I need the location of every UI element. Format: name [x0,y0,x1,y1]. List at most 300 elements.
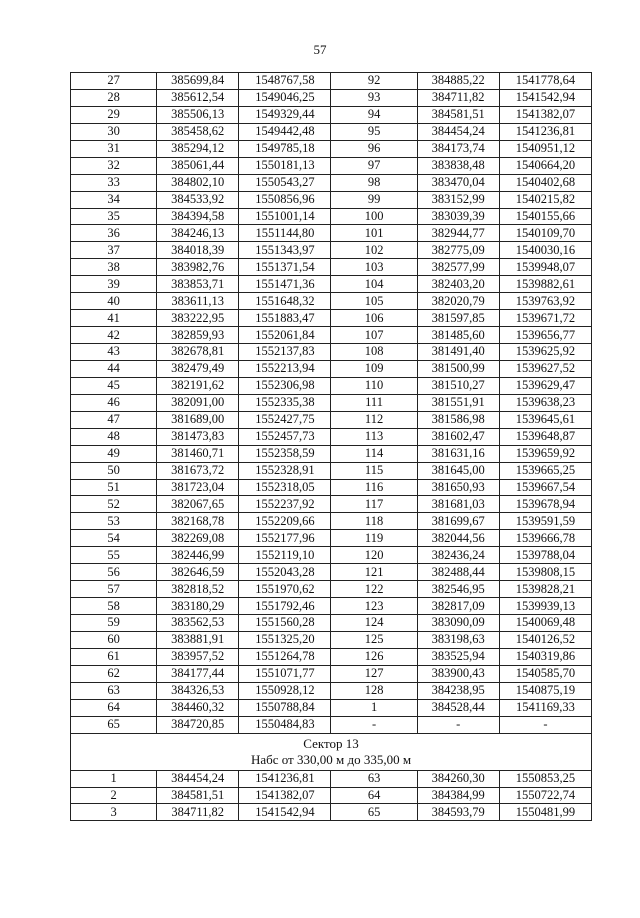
x-coordinate-cell: 383900,43 [417,665,499,682]
table-row [71,259,592,276]
y-coordinate-cell: 1551325,20 [239,631,331,648]
x-coordinate-cell: 382488,44 [417,564,499,581]
x-coordinate-cell: 382646,59 [157,564,239,581]
x-coordinate-cell: 384246,13 [157,225,239,242]
y-coordinate-cell: 1539671,72 [499,310,591,327]
point-number-cell: 115 [331,462,417,479]
point-number-cell: 102 [331,242,417,259]
y-coordinate-cell: 1551970,62 [239,581,331,598]
y-coordinate-cell: 1552335,38 [239,394,331,411]
y-coordinate-cell: 1539666,78 [499,530,591,547]
y-coordinate-cell: 1539659,92 [499,445,591,462]
table-row [71,191,592,208]
table-row [71,344,592,361]
table-row [71,564,592,581]
x-coordinate-cell: 385699,84 [157,73,239,90]
y-coordinate-cell: 1550181,13 [239,157,331,174]
y-coordinate-cell: 1541236,81 [239,770,331,787]
y-coordinate-cell: 1539808,15 [499,564,591,581]
point-number-cell: 112 [331,411,417,428]
x-coordinate-cell: 382775,09 [417,242,499,259]
y-coordinate-cell: 1539882,61 [499,276,591,293]
y-coordinate-cell: - [499,716,591,733]
sector-header-cell [71,733,592,770]
x-coordinate-cell: 382479,49 [157,360,239,377]
x-coordinate-cell: 382818,52 [157,581,239,598]
point-number-cell: 97 [331,157,417,174]
y-coordinate-cell: 1539591,59 [499,513,591,530]
y-coordinate-cell: 1539638,23 [499,394,591,411]
point-number-cell: 107 [331,327,417,344]
x-coordinate-cell: 383982,76 [157,259,239,276]
x-coordinate-cell: 384711,82 [417,89,499,106]
x-coordinate-cell: 384593,79 [417,804,499,821]
point-number-cell: 116 [331,479,417,496]
y-coordinate-cell: 1551883,47 [239,310,331,327]
x-coordinate-cell: 381485,60 [417,327,499,344]
point-number-cell: 101 [331,225,417,242]
y-coordinate-cell: 1552213,94 [239,360,331,377]
y-coordinate-cell: 1539678,94 [499,496,591,513]
y-coordinate-cell: 1551071,77 [239,665,331,682]
y-coordinate-cell: 1550722,74 [499,787,591,804]
sector-subtitle: Набс от 330,00 м до 335,00 м [250,751,412,767]
x-coordinate-cell: 385612,54 [157,89,239,106]
y-coordinate-cell: 1552177,96 [239,530,331,547]
x-coordinate-cell: 384454,24 [157,770,239,787]
y-coordinate-cell: 1539648,87 [499,428,591,445]
y-coordinate-cell: 1539656,77 [499,327,591,344]
y-coordinate-cell: 1540664,20 [499,157,591,174]
point-number-cell: 118 [331,513,417,530]
point-number-cell: 53 [71,513,157,530]
x-coordinate-cell: 382044,56 [417,530,499,547]
y-coordinate-cell: 1552237,92 [239,496,331,513]
x-coordinate-cell: 382859,93 [157,327,239,344]
x-coordinate-cell: 384177,44 [157,665,239,682]
y-coordinate-cell: 1539763,92 [499,293,591,310]
point-number-cell: 64 [71,699,157,716]
table-row [71,682,592,699]
point-number-cell: 126 [331,648,417,665]
y-coordinate-cell: 1539645,61 [499,411,591,428]
y-coordinate-cell: 1551471,36 [239,276,331,293]
x-coordinate-cell: 383881,91 [157,631,239,648]
point-number-cell: 56 [71,564,157,581]
x-coordinate-cell: 383090,09 [417,615,499,632]
x-coordinate-cell: 382191,62 [157,377,239,394]
y-coordinate-cell: 1539828,21 [499,581,591,598]
x-coordinate-cell: 381602,47 [417,428,499,445]
y-coordinate-cell: 1552457,73 [239,428,331,445]
x-coordinate-cell: 383838,48 [417,157,499,174]
table-row [71,140,592,157]
coordinates-rows-bottom [71,770,592,821]
y-coordinate-cell: 1539627,52 [499,360,591,377]
y-coordinate-cell: 1540215,82 [499,191,591,208]
point-number-cell: 37 [71,242,157,259]
y-coordinate-cell: 1539788,04 [499,547,591,564]
x-coordinate-cell: 383525,94 [417,648,499,665]
table-row [71,208,592,225]
point-number-cell: 120 [331,547,417,564]
point-number-cell: 117 [331,496,417,513]
point-number-cell: 63 [331,770,417,787]
point-number-cell: 127 [331,665,417,682]
x-coordinate-cell: 382020,79 [417,293,499,310]
x-coordinate-cell: 381460,71 [157,445,239,462]
table-row [71,225,592,242]
y-coordinate-cell: 1540109,70 [499,225,591,242]
y-coordinate-cell: 1549329,44 [239,106,331,123]
point-number-cell: 30 [71,123,157,140]
x-coordinate-cell: 385458,62 [157,123,239,140]
x-coordinate-cell: 384326,53 [157,682,239,699]
point-number-cell: 63 [71,682,157,699]
point-number-cell: 33 [71,174,157,191]
x-coordinate-cell: 381551,91 [417,394,499,411]
y-coordinate-cell: 1552119,10 [239,547,331,564]
table-row [71,648,592,665]
table-row [71,479,592,496]
y-coordinate-cell: 1551144,80 [239,225,331,242]
x-coordinate-cell: 383470,04 [417,174,499,191]
x-coordinate-cell: 381673,72 [157,462,239,479]
point-number-cell: 46 [71,394,157,411]
x-coordinate-cell: 384711,82 [157,804,239,821]
x-coordinate-cell: - [417,716,499,733]
point-number-cell: 44 [71,360,157,377]
point-number-cell: 39 [71,276,157,293]
point-number-cell: 65 [331,804,417,821]
x-coordinate-cell: 381631,16 [417,445,499,462]
point-number-cell: 43 [71,344,157,361]
x-coordinate-cell: 381586,98 [417,411,499,428]
x-coordinate-cell: 382446,99 [157,547,239,564]
y-coordinate-cell: 1541382,07 [239,787,331,804]
y-coordinate-cell: 1540319,86 [499,648,591,665]
y-coordinate-cell: 1541542,94 [239,804,331,821]
x-coordinate-cell: 381473,83 [157,428,239,445]
point-number-cell: 64 [331,787,417,804]
y-coordinate-cell: 1550856,96 [239,191,331,208]
x-coordinate-cell: 382817,09 [417,598,499,615]
x-coordinate-cell: 381500,99 [417,360,499,377]
y-coordinate-cell: 1550928,12 [239,682,331,699]
table-row [71,547,592,564]
y-coordinate-cell: 1551343,97 [239,242,331,259]
y-coordinate-cell: 1540155,66 [499,208,591,225]
point-number-cell: 60 [71,631,157,648]
y-coordinate-cell: 1552328,91 [239,462,331,479]
y-coordinate-cell: 1539667,54 [499,479,591,496]
y-coordinate-cell: 1550481,99 [499,804,591,821]
table-row [71,394,592,411]
table-row [71,615,592,632]
x-coordinate-cell: 382546,95 [417,581,499,598]
point-number-cell: 27 [71,73,157,90]
point-number-cell: 34 [71,191,157,208]
y-coordinate-cell: 1539948,07 [499,259,591,276]
point-number-cell: 125 [331,631,417,648]
table-row [71,428,592,445]
x-coordinate-cell: 382067,65 [157,496,239,513]
y-coordinate-cell: 1552137,83 [239,344,331,361]
y-coordinate-cell: 1539629,47 [499,377,591,394]
y-coordinate-cell: 1550484,83 [239,716,331,733]
point-number-cell: 94 [331,106,417,123]
table-row [71,327,592,344]
x-coordinate-cell: 384720,85 [157,716,239,733]
point-number-cell: 114 [331,445,417,462]
point-number-cell: 52 [71,496,157,513]
point-number-cell: 41 [71,310,157,327]
y-coordinate-cell: 1552061,84 [239,327,331,344]
y-coordinate-cell: 1551648,32 [239,293,331,310]
x-coordinate-cell: 384802,10 [157,174,239,191]
point-number-cell: 58 [71,598,157,615]
x-coordinate-cell: 383957,52 [157,648,239,665]
table-row [71,496,592,513]
point-number-cell: 65 [71,716,157,733]
y-coordinate-cell: 1552427,75 [239,411,331,428]
x-coordinate-cell: 381510,27 [417,377,499,394]
point-number-cell: 59 [71,615,157,632]
point-number-cell: 55 [71,547,157,564]
x-coordinate-cell: 384260,30 [417,770,499,787]
x-coordinate-cell: 384885,22 [417,73,499,90]
y-coordinate-cell: 1540951,12 [499,140,591,157]
y-coordinate-cell: 1541169,33 [499,699,591,716]
y-coordinate-cell: 1550853,25 [499,770,591,787]
x-coordinate-cell: 381699,67 [417,513,499,530]
point-number-cell: 100 [331,208,417,225]
point-number-cell: 42 [71,327,157,344]
point-number-cell: 123 [331,598,417,615]
y-coordinate-cell: 1539665,25 [499,462,591,479]
point-number-cell: 105 [331,293,417,310]
x-coordinate-cell: 383562,53 [157,615,239,632]
x-coordinate-cell: 383198,63 [417,631,499,648]
x-coordinate-cell: 382403,20 [417,276,499,293]
x-coordinate-cell: 383853,71 [157,276,239,293]
x-coordinate-cell: 383152,99 [417,191,499,208]
x-coordinate-cell: 384581,51 [157,787,239,804]
table-row [71,293,592,310]
x-coordinate-cell: 383222,95 [157,310,239,327]
y-coordinate-cell: 1552306,98 [239,377,331,394]
y-coordinate-cell: 1549785,18 [239,140,331,157]
point-number-cell: 29 [71,106,157,123]
point-number-cell: 113 [331,428,417,445]
x-coordinate-cell: 383039,39 [417,208,499,225]
table-row [71,106,592,123]
point-number-cell: 40 [71,293,157,310]
x-coordinate-cell: 381650,93 [417,479,499,496]
x-coordinate-cell: 385506,13 [157,106,239,123]
table-row [71,513,592,530]
table-row [71,242,592,259]
x-coordinate-cell: 384460,32 [157,699,239,716]
coordinates-table [70,72,592,821]
point-number-cell: 104 [331,276,417,293]
sector-header-row [71,733,592,770]
point-number-cell: 95 [331,123,417,140]
point-number-cell: 2 [71,787,157,804]
point-number-cell: 124 [331,615,417,632]
x-coordinate-cell: 382577,99 [417,259,499,276]
point-number-cell: 1 [331,699,417,716]
y-coordinate-cell: 1549442,48 [239,123,331,140]
x-coordinate-cell: 384384,99 [417,787,499,804]
table-row [71,157,592,174]
point-number-cell: 31 [71,140,157,157]
y-coordinate-cell: 1540875,19 [499,682,591,699]
table-row [71,73,592,90]
x-coordinate-cell: 381681,03 [417,496,499,513]
table-row [71,462,592,479]
sector-header [71,733,592,770]
y-coordinate-cell: 1551001,14 [239,208,331,225]
point-number-cell: 3 [71,804,157,821]
x-coordinate-cell: 383611,13 [157,293,239,310]
y-coordinate-cell: 1552318,05 [239,479,331,496]
table-row [71,530,592,547]
table-row [71,598,592,615]
table-row [71,411,592,428]
point-number-cell: 48 [71,428,157,445]
point-number-cell: 99 [331,191,417,208]
coordinates-rows-top [71,73,592,734]
x-coordinate-cell: 384018,39 [157,242,239,259]
x-coordinate-cell: 381491,40 [417,344,499,361]
x-coordinate-cell: 382091,00 [157,394,239,411]
y-coordinate-cell: 1541236,81 [499,123,591,140]
table-row [71,770,592,787]
y-coordinate-cell: 1552043,28 [239,564,331,581]
x-coordinate-cell: 381689,00 [157,411,239,428]
x-coordinate-cell: 381597,85 [417,310,499,327]
point-number-cell: 96 [331,140,417,157]
page-number: 57 [313,42,327,57]
point-number-cell: 122 [331,581,417,598]
table-row [71,665,592,682]
table-row [71,377,592,394]
y-coordinate-cell: 1551792,46 [239,598,331,615]
point-number-cell: 57 [71,581,157,598]
table-row [71,276,592,293]
x-coordinate-cell: 382678,81 [157,344,239,361]
y-coordinate-cell: 1552358,59 [239,445,331,462]
point-number-cell: 61 [71,648,157,665]
y-coordinate-cell: 1540069,48 [499,615,591,632]
table-row [71,174,592,191]
y-coordinate-cell: 1541542,94 [499,89,591,106]
point-number-cell: 92 [331,73,417,90]
table-row [71,787,592,804]
y-coordinate-cell: 1539625,92 [499,344,591,361]
x-coordinate-cell: 381645,00 [417,462,499,479]
point-number-cell: 128 [331,682,417,699]
x-coordinate-cell: 383180,29 [157,598,239,615]
point-number-cell: 49 [71,445,157,462]
point-number-cell: 38 [71,259,157,276]
sector-title: Сектор 13 [303,735,359,751]
point-number-cell: 51 [71,479,157,496]
y-coordinate-cell: 1551264,78 [239,648,331,665]
x-coordinate-cell: 384454,24 [417,123,499,140]
point-number-cell: 119 [331,530,417,547]
point-number-cell: 36 [71,225,157,242]
y-coordinate-cell: 1540126,52 [499,631,591,648]
x-coordinate-cell: 384528,44 [417,699,499,716]
point-number-cell: 98 [331,174,417,191]
y-coordinate-cell: 1551371,54 [239,259,331,276]
point-number-cell: 111 [331,394,417,411]
point-number-cell: 106 [331,310,417,327]
y-coordinate-cell: 1540402,68 [499,174,591,191]
point-number-cell: 35 [71,208,157,225]
point-number-cell: - [331,716,417,733]
point-number-cell: 103 [331,259,417,276]
table-row [71,360,592,377]
table-row [71,89,592,106]
x-coordinate-cell: 385294,12 [157,140,239,157]
table-row [71,804,592,821]
point-number-cell: 50 [71,462,157,479]
table-row [71,445,592,462]
y-coordinate-cell: 1541778,64 [499,73,591,90]
x-coordinate-cell: 382269,08 [157,530,239,547]
point-number-cell: 93 [331,89,417,106]
x-coordinate-cell: 384173,74 [417,140,499,157]
table-row [71,699,592,716]
x-coordinate-cell: 384394,58 [157,208,239,225]
point-number-cell: 62 [71,665,157,682]
x-coordinate-cell: 384533,92 [157,191,239,208]
point-number-cell: 110 [331,377,417,394]
y-coordinate-cell: 1539939,13 [499,598,591,615]
x-coordinate-cell: 382436,24 [417,547,499,564]
y-coordinate-cell: 1550543,27 [239,174,331,191]
y-coordinate-cell: 1551560,28 [239,615,331,632]
y-coordinate-cell: 1550788,84 [239,699,331,716]
y-coordinate-cell: 1541382,07 [499,106,591,123]
y-coordinate-cell: 1548767,58 [239,73,331,90]
x-coordinate-cell: 382168,78 [157,513,239,530]
point-number-cell: 108 [331,344,417,361]
y-coordinate-cell: 1552209,66 [239,513,331,530]
table-row [71,581,592,598]
table-row [71,310,592,327]
x-coordinate-cell: 384238,95 [417,682,499,699]
x-coordinate-cell: 385061,44 [157,157,239,174]
y-coordinate-cell: 1540030,16 [499,242,591,259]
point-number-cell: 28 [71,89,157,106]
x-coordinate-cell: 384581,51 [417,106,499,123]
y-coordinate-cell: 1549046,25 [239,89,331,106]
point-number-cell: 45 [71,377,157,394]
point-number-cell: 121 [331,564,417,581]
table-row [71,716,592,733]
x-coordinate-cell: 381723,04 [157,479,239,496]
y-coordinate-cell: 1540585,70 [499,665,591,682]
point-number-cell: 47 [71,411,157,428]
x-coordinate-cell: 382944,77 [417,225,499,242]
point-number-cell: 32 [71,157,157,174]
point-number-cell: 54 [71,530,157,547]
point-number-cell: 109 [331,360,417,377]
